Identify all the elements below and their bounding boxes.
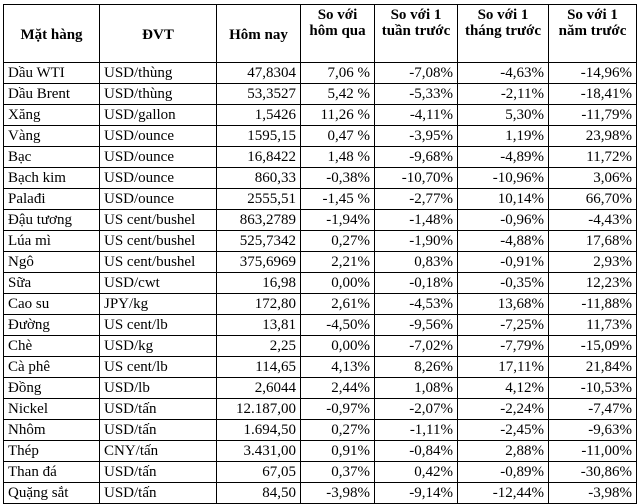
today-cell: 1.694,50 [217, 420, 301, 441]
unit-cell: USD/cwt [100, 273, 217, 294]
vs-yesterday-cell: -4,50% [301, 315, 375, 336]
vs-year-cell: 23,98% [549, 126, 637, 147]
vs-week-cell: 0,83% [375, 252, 458, 273]
table-row [4, 273, 637, 294]
today-cell: 16,98 [217, 273, 301, 294]
vs-yesterday-cell: 11,26 % [301, 105, 375, 126]
vs-week-cell: -7,02% [375, 336, 458, 357]
vs-month-cell: -0,89% [458, 462, 549, 483]
vs-yesterday-cell: 0,47 % [301, 126, 375, 147]
vs-month-cell: -0,91% [458, 252, 549, 273]
vs-month-cell: -7,79% [458, 336, 549, 357]
today-cell: 1595,15 [217, 126, 301, 147]
unit-cell: USD/tấn [100, 399, 217, 420]
unit-cell: USD/kg [100, 336, 217, 357]
vs-week-cell: -4,53% [375, 294, 458, 315]
vs-year-cell: -9,63% [549, 420, 637, 441]
vs-month-cell: -0,96% [458, 210, 549, 231]
vs-week-cell: -0,18% [375, 273, 458, 294]
today-cell: 2555,51 [217, 189, 301, 210]
table-row [4, 210, 637, 231]
commodity-cell: Xăng [4, 105, 100, 126]
vs-year-cell: 12,23% [549, 273, 637, 294]
vs-week-cell: -1,90% [375, 231, 458, 252]
table-row [4, 483, 637, 504]
today-cell: 53,3527 [217, 84, 301, 105]
vs-month-cell: 17,11% [458, 357, 549, 378]
today-cell: 172,80 [217, 294, 301, 315]
commodity-cell: Bạch kim [4, 168, 100, 189]
vs-week-cell: 0,42% [375, 462, 458, 483]
unit-cell: CNY/tấn [100, 441, 217, 462]
vs-year-cell: -4,43% [549, 210, 637, 231]
vs-month-cell: 10,14% [458, 189, 549, 210]
vs-yesterday-cell: 2,44% [301, 378, 375, 399]
vs-week-cell: -5,33% [375, 84, 458, 105]
vs-month-cell: -7,25% [458, 315, 549, 336]
table-row [4, 84, 637, 105]
table-row [4, 147, 637, 168]
vs-month-cell: 1,19% [458, 126, 549, 147]
vs-week-cell: -0,84% [375, 441, 458, 462]
header-vs-yesterday: So với hôm qua [301, 5, 375, 63]
table-row [4, 168, 637, 189]
vs-yesterday-cell: 4,13% [301, 357, 375, 378]
unit-cell: USD/tấn [100, 483, 217, 504]
vs-month-cell: -10,96% [458, 168, 549, 189]
commodity-cell: Nhôm [4, 420, 100, 441]
vs-week-cell: -3,95% [375, 126, 458, 147]
today-cell: 3.431,00 [217, 441, 301, 462]
vs-yesterday-cell: 7,06 % [301, 63, 375, 84]
today-cell: 67,05 [217, 462, 301, 483]
table-body [4, 63, 637, 504]
vs-week-cell: -1,48% [375, 210, 458, 231]
table-row [4, 126, 637, 147]
vs-month-cell: -4,88% [458, 231, 549, 252]
vs-yesterday-cell: 0,27% [301, 420, 375, 441]
commodity-cell: Sữa [4, 273, 100, 294]
commodity-price-table [3, 4, 637, 504]
vs-year-cell: 17,68% [549, 231, 637, 252]
vs-year-cell: -10,53% [549, 378, 637, 399]
vs-week-cell: -10,70% [375, 168, 458, 189]
vs-month-cell: 13,68% [458, 294, 549, 315]
vs-week-cell: -4,11% [375, 105, 458, 126]
table-row [4, 441, 637, 462]
unit-cell: USD/ounce [100, 168, 217, 189]
vs-year-cell: -18,41% [549, 84, 637, 105]
vs-week-cell: -9,14% [375, 483, 458, 504]
vs-week-cell: -9,68% [375, 147, 458, 168]
today-cell: 114,65 [217, 357, 301, 378]
vs-year-cell: -3,98% [549, 483, 637, 504]
vs-week-cell: -7,08% [375, 63, 458, 84]
today-cell: 860,33 [217, 168, 301, 189]
commodity-cell: Vàng [4, 126, 100, 147]
table-row [4, 420, 637, 441]
commodity-cell: Đường [4, 315, 100, 336]
vs-year-cell: 2,93% [549, 252, 637, 273]
vs-month-cell: 4,12% [458, 378, 549, 399]
vs-yesterday-cell: 0,37% [301, 462, 375, 483]
header-vs-1-month: So với 1 tháng trước [458, 5, 549, 63]
commodity-cell: Bạc [4, 147, 100, 168]
today-cell: 16,8422 [217, 147, 301, 168]
vs-year-cell: 3,06% [549, 168, 637, 189]
header-unit: ĐVT [100, 5, 217, 63]
unit-cell: USD/tấn [100, 462, 217, 483]
unit-cell: US cent/bushel [100, 210, 217, 231]
today-cell: 863,2789 [217, 210, 301, 231]
vs-year-cell: 11,73% [549, 315, 637, 336]
header-vs-1-week: So với 1 tuần trước [375, 5, 458, 63]
vs-year-cell: -14,96% [549, 63, 637, 84]
vs-month-cell: -2,45% [458, 420, 549, 441]
vs-yesterday-cell: 0,27% [301, 231, 375, 252]
table-row [4, 189, 637, 210]
vs-month-cell: -2,11% [458, 84, 549, 105]
today-cell: 2,25 [217, 336, 301, 357]
unit-cell: USD/thùng [100, 63, 217, 84]
commodity-cell: Than đá [4, 462, 100, 483]
header-commodity: Mặt hàng [4, 5, 100, 63]
table-row [4, 231, 637, 252]
today-cell: 13,81 [217, 315, 301, 336]
commodity-cell: Nickel [4, 399, 100, 420]
vs-month-cell: -12,44% [458, 483, 549, 504]
vs-month-cell: 5,30% [458, 105, 549, 126]
vs-year-cell: -30,86% [549, 462, 637, 483]
vs-week-cell: -9,56% [375, 315, 458, 336]
vs-month-cell: -2,24% [458, 399, 549, 420]
unit-cell: USD/ounce [100, 147, 217, 168]
vs-year-cell: -11,00% [549, 441, 637, 462]
vs-month-cell: -0,35% [458, 273, 549, 294]
commodity-cell: Cà phê [4, 357, 100, 378]
vs-week-cell: -2,07% [375, 399, 458, 420]
unit-cell: USD/thùng [100, 84, 217, 105]
today-cell: 375,6969 [217, 252, 301, 273]
vs-year-cell: -15,09% [549, 336, 637, 357]
vs-yesterday-cell: 0,91% [301, 441, 375, 462]
vs-week-cell: -1,11% [375, 420, 458, 441]
today-cell: 525,7342 [217, 231, 301, 252]
commodity-cell: Cao su [4, 294, 100, 315]
unit-cell: US cent/lb [100, 315, 217, 336]
vs-yesterday-cell: 0,00% [301, 273, 375, 294]
unit-cell: USD/tấn [100, 420, 217, 441]
vs-week-cell: 8,26% [375, 357, 458, 378]
table-row [4, 399, 637, 420]
table-row [4, 315, 637, 336]
unit-cell: US cent/bushel [100, 252, 217, 273]
vs-yesterday-cell: -3,98% [301, 483, 375, 504]
table-row [4, 357, 637, 378]
vs-month-cell: 2,88% [458, 441, 549, 462]
commodity-cell: Đậu tương [4, 210, 100, 231]
today-cell: 2,6044 [217, 378, 301, 399]
table-row [4, 294, 637, 315]
table-row [4, 252, 637, 273]
unit-cell: US cent/bushel [100, 231, 217, 252]
vs-year-cell: -7,47% [549, 399, 637, 420]
vs-yesterday-cell: -1,45 % [301, 189, 375, 210]
vs-year-cell: -11,79% [549, 105, 637, 126]
vs-year-cell: 11,72% [549, 147, 637, 168]
vs-yesterday-cell: -0,38% [301, 168, 375, 189]
table-row [4, 378, 637, 399]
commodity-cell: Ngô [4, 252, 100, 273]
header-vs-1-year: So với 1 năm trước [549, 5, 637, 63]
commodity-cell: Palađi [4, 189, 100, 210]
unit-cell: US cent/lb [100, 357, 217, 378]
header-row [4, 5, 637, 63]
table-row [4, 105, 637, 126]
commodity-cell: Thép [4, 441, 100, 462]
header-today: Hôm nay [217, 5, 301, 63]
vs-week-cell: 1,08% [375, 378, 458, 399]
vs-yesterday-cell: 1,48 % [301, 147, 375, 168]
commodity-cell: Đồng [4, 378, 100, 399]
unit-cell: USD/ounce [100, 189, 217, 210]
vs-year-cell: 66,70% [549, 189, 637, 210]
unit-cell: USD/lb [100, 378, 217, 399]
today-cell: 47,8304 [217, 63, 301, 84]
today-cell: 12.187,00 [217, 399, 301, 420]
vs-yesterday-cell: -1,94% [301, 210, 375, 231]
commodity-cell: Quặng sắt [4, 483, 100, 504]
vs-yesterday-cell: 0,00% [301, 336, 375, 357]
vs-year-cell: 21,84% [549, 357, 637, 378]
unit-cell: USD/ounce [100, 126, 217, 147]
vs-yesterday-cell: 5,42 % [301, 84, 375, 105]
unit-cell: JPY/kg [100, 294, 217, 315]
today-cell: 1,5426 [217, 105, 301, 126]
table-row [4, 63, 637, 84]
vs-month-cell: -4,63% [458, 63, 549, 84]
today-cell: 84,50 [217, 483, 301, 504]
vs-month-cell: -4,89% [458, 147, 549, 168]
vs-yesterday-cell: -0,97% [301, 399, 375, 420]
unit-cell: USD/gallon [100, 105, 217, 126]
table-row [4, 336, 637, 357]
commodity-cell: Dầu Brent [4, 84, 100, 105]
commodity-cell: Dầu WTI [4, 63, 100, 84]
vs-year-cell: -11,88% [549, 294, 637, 315]
vs-yesterday-cell: 2,21% [301, 252, 375, 273]
commodity-cell: Lúa mì [4, 231, 100, 252]
vs-yesterday-cell: 2,61% [301, 294, 375, 315]
table-row [4, 462, 637, 483]
vs-week-cell: -2,77% [375, 189, 458, 210]
commodity-cell: Chè [4, 336, 100, 357]
